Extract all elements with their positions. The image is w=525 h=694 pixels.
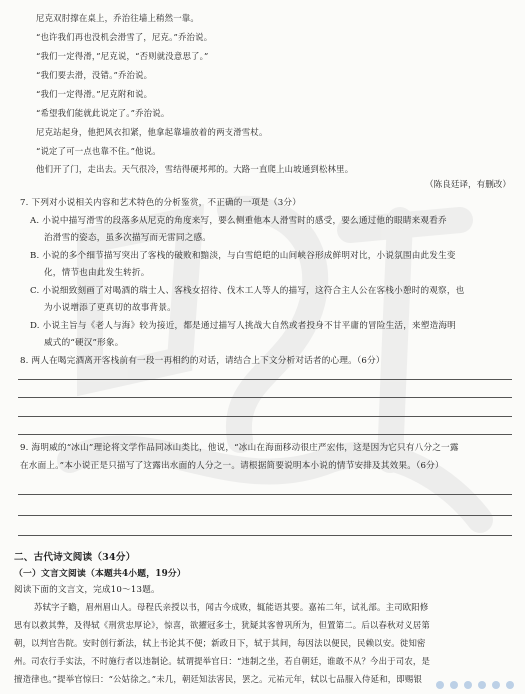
question-8-stem: 8. 两人在喝完酒离开客栈前有一段一再相约的对话，请结合上下文分析对话者的心理。（6分） (20, 356, 385, 366)
source-credit: （陈良廷译，有删改） (425, 180, 511, 190)
question-9-stem-cont: 在水面上。”本小说正是只描写了这露出水面的人分之一。请根据简要说明本小说的情节安排及其效果。（6分） (20, 461, 444, 471)
story-line: “我们一定得滑，”尼克说，“否则就没意思了。” (36, 51, 209, 61)
story-line: “也许我们再也没机会滑雪了，尼克。”乔治说。 (36, 32, 213, 42)
story-line: 尼克双肘撑在桌上，乔治往墙上稍然一靠。 (36, 13, 199, 23)
story-line: “我们要去滑，没错。”乔治说。 (36, 70, 153, 80)
reading-instruction: 阅读下面的文言文，完成10～13题。 (14, 585, 160, 595)
answer-line[interactable] (18, 535, 512, 536)
section-heading: 二、古代诗文阅读（34分） (14, 552, 136, 563)
question-7-option-d[interactable]: D. 小说主旨与《老人与海》较为接近，都是通过描写人挑战大自然或者投身不甘平庸的冒险生活，来塑造海明 (30, 321, 456, 331)
answer-line[interactable] (18, 397, 512, 398)
question-7-option-c-cont: 为小说增添了更真切的故事背景。 (44, 303, 176, 313)
story-line: 他们开了门，走出去。天气很冷，雪结得硬邦邦的。大路一直爬上山坡通到松林里。 (36, 164, 354, 174)
story-line: “我们一定得滑。”尼克附和说。 (36, 89, 153, 99)
question-7-option-b[interactable]: B. 小说的多个细节描写突出了客栈的破败和黯淡，与白雪皑皑的山间峡谷形成鲜明对比，小说氛围由此发生变 (30, 251, 456, 261)
story-line: “说定了可一点也靠不住。”他说。 (36, 146, 161, 156)
classical-text-line: 思有以救其弊，及得轼《刑赏忠厚论》，惊喜，欲擢冠多士，犹疑其客曾巩所为，但置第二。后以春秋对义居第 (14, 620, 430, 630)
answer-line[interactable] (18, 515, 512, 516)
question-7-option-a-cont: 治滑雪的姿态，虽多次描写而无雷同之感。 (44, 233, 212, 243)
classical-text-line: 苏轼字子瞻，眉州眉山人。母程氏亲授以书，闻古今成败，辄能语其要。嘉祐二年，试礼部。主司欧阳修 (34, 602, 429, 612)
classical-text-line: 州。司农行手实法，不时施行者以违制论。轼谓提举官曰：“违制之坐，若自朝廷，谁敢不从？今出于司农，是 (14, 656, 431, 666)
decorative-dots (430, 676, 520, 694)
answer-line[interactable] (18, 416, 512, 417)
story-line: “希望我们能就此说定了。”乔治说。 (36, 108, 170, 118)
question-7-option-d-cont: 威式的“硬汉”形象。 (44, 338, 124, 348)
subsection-heading: （一）文言文阅读（本题共4小题，19分） (14, 569, 186, 579)
question-7-stem: 7. 下列对小说相关内容和艺术特色的分析鉴赏，不正确的一项是（3分） (20, 198, 302, 208)
classical-text-line: 擅造律也。”提举官惊曰：“公姑徐之。”未几，朝廷知法害民，罢之。元祐元年，轼以七品服入侍延和，即赐银 (14, 674, 423, 684)
story-line: 尼克站起身，他把风衣扣紧，他拿起靠墙放着的两支滑雪杖。 (36, 127, 268, 137)
question-9-stem: 9. 海明威的“冰山”理论将文学作品同冰山类比，他说，“冰山在海面移动很庄严宏伟，这是因为它只有八分之一露 (20, 443, 459, 453)
question-7-option-c[interactable]: C. 小说细致刻画了对喝酒的瑞士人、客栈女招待、伐木工人等人的描写，这符合主人公在客栈小憩时的观察，也 (30, 286, 465, 296)
question-7-option-a[interactable]: A. 小说中描写滑雪的段落多从尼克的角度来写，要么侧重他本人滑雪时的感受，要么通过他的眼睛来观看乔 (30, 216, 447, 226)
classical-text-line: 朝，以判官告院。安时创行新法，轼上书论其不便；新政日下，轼于其间，每因法以便民，民赖以安。徙知密 (14, 638, 426, 648)
answer-line[interactable] (18, 379, 512, 380)
question-7-option-b-cont: 化，情节也由此发生转折。 (44, 268, 150, 278)
answer-line[interactable] (18, 494, 512, 495)
answer-line[interactable] (18, 434, 512, 435)
